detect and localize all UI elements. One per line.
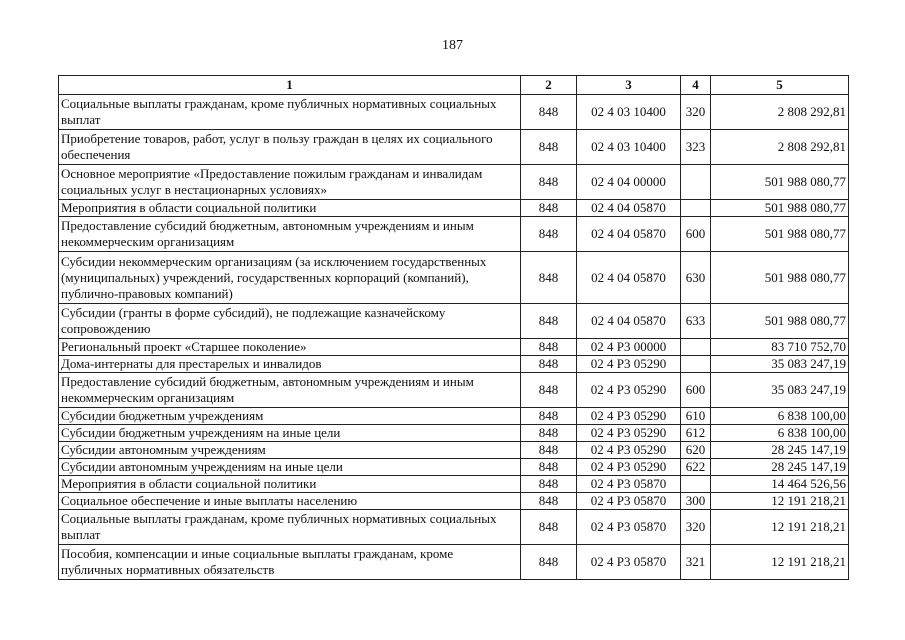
- row-name-cell: Предоставление субсидий бюджетным, автономным учреждениям и иным некоммерческим организациям: [59, 373, 521, 408]
- row-target-code-cell: 02 4 04 05870: [577, 252, 681, 304]
- row-ministry-code-cell: 848: [521, 304, 577, 339]
- column-header-1: 1: [59, 76, 521, 95]
- row-name-cell: Социальное обеспечение и иные выплаты населению: [59, 493, 521, 510]
- row-amount-cell: 12 191 218,21: [711, 545, 849, 580]
- row-expense-type-cell: [681, 200, 711, 217]
- row-name-cell: Субсидии бюджетным учреждениям: [59, 408, 521, 425]
- row-target-code-cell: 02 4 P3 05290: [577, 442, 681, 459]
- row-ministry-code-cell: 848: [521, 165, 577, 200]
- table-row: [59, 95, 849, 130]
- row-expense-type-cell: 612: [681, 425, 711, 442]
- budget-table: [58, 75, 849, 580]
- row-name-cell: Социальные выплаты гражданам, кроме публичных нормативных социальных выплат: [59, 510, 521, 545]
- row-expense-type-cell: 320: [681, 95, 711, 130]
- table-row: [59, 200, 849, 217]
- table-row: [59, 493, 849, 510]
- column-header-2: 2: [521, 76, 577, 95]
- row-ministry-code-cell: 848: [521, 408, 577, 425]
- row-name-cell: Мероприятия в области социальной политики: [59, 476, 521, 493]
- table-row: [59, 252, 849, 304]
- row-amount-cell: 501 988 080,77: [711, 252, 849, 304]
- row-name-cell: Субсидии бюджетным учреждениям на иные цели: [59, 425, 521, 442]
- row-target-code-cell: 02 4 P3 05870: [577, 493, 681, 510]
- row-name-cell: Социальные выплаты гражданам, кроме публичных нормативных социальных выплат: [59, 95, 521, 130]
- row-name-cell: Субсидии автономным учреждениям: [59, 442, 521, 459]
- row-expense-type-cell: 622: [681, 459, 711, 476]
- row-target-code-cell: 02 4 P3 05290: [577, 459, 681, 476]
- row-name-cell: Региональный проект «Старшее поколение»: [59, 339, 521, 356]
- row-name-cell: Приобретение товаров, работ, услуг в пользу граждан в целях их социального обеспечения: [59, 130, 521, 165]
- column-header-4: 4: [681, 76, 711, 95]
- row-name-cell: Предоставление субсидий бюджетным, автономным учреждениям и иным некоммерческим организациям: [59, 217, 521, 252]
- row-ministry-code-cell: 848: [521, 425, 577, 442]
- table-row: [59, 217, 849, 252]
- row-ministry-code-cell: 848: [521, 545, 577, 580]
- row-ministry-code-cell: 848: [521, 459, 577, 476]
- row-target-code-cell: 02 4 04 05870: [577, 200, 681, 217]
- table-row: [59, 425, 849, 442]
- row-target-code-cell: 02 4 03 10400: [577, 130, 681, 165]
- table-row: [59, 130, 849, 165]
- row-name-cell: Мероприятия в области социальной политики: [59, 200, 521, 217]
- row-name-cell: Субсидии автономным учреждениям на иные цели: [59, 459, 521, 476]
- table-row: [59, 373, 849, 408]
- row-ministry-code-cell: 848: [521, 373, 577, 408]
- row-amount-cell: 2 808 292,81: [711, 95, 849, 130]
- row-expense-type-cell: [681, 339, 711, 356]
- table-row: [59, 545, 849, 580]
- table-row: [59, 408, 849, 425]
- table-row: [59, 339, 849, 356]
- row-expense-type-cell: 323: [681, 130, 711, 165]
- row-expense-type-cell: 320: [681, 510, 711, 545]
- row-expense-type-cell: 600: [681, 217, 711, 252]
- row-amount-cell: 6 838 100,00: [711, 408, 849, 425]
- table-header-row: [59, 76, 849, 95]
- row-target-code-cell: 02 4 P3 05290: [577, 373, 681, 408]
- table-row: [59, 510, 849, 545]
- row-ministry-code-cell: 848: [521, 252, 577, 304]
- table-row: [59, 356, 849, 373]
- row-amount-cell: 501 988 080,77: [711, 217, 849, 252]
- row-name-cell: Основное мероприятие «Предоставление пожилым гражданам и инвалидам социальных услуг в нестационарных условиях»: [59, 165, 521, 200]
- row-amount-cell: 28 245 147,19: [711, 442, 849, 459]
- page-number: 187: [442, 38, 463, 53]
- row-expense-type-cell: 630: [681, 252, 711, 304]
- row-target-code-cell: 02 4 P3 05870: [577, 510, 681, 545]
- row-target-code-cell: 02 4 03 10400: [577, 95, 681, 130]
- row-expense-type-cell: 610: [681, 408, 711, 425]
- row-ministry-code-cell: 848: [521, 217, 577, 252]
- table-row: [59, 442, 849, 459]
- row-name-cell: Пособия, компенсации и иные социальные выплаты гражданам, кроме публичных нормативных обязательств: [59, 545, 521, 580]
- row-target-code-cell: 02 4 P3 05290: [577, 425, 681, 442]
- column-header-3: 3: [577, 76, 681, 95]
- row-amount-cell: 501 988 080,77: [711, 165, 849, 200]
- row-amount-cell: 28 245 147,19: [711, 459, 849, 476]
- row-name-cell: Дома-интернаты для престарелых и инвалидов: [59, 356, 521, 373]
- row-target-code-cell: 02 4 P3 05870: [577, 545, 681, 580]
- row-expense-type-cell: 620: [681, 442, 711, 459]
- row-ministry-code-cell: 848: [521, 95, 577, 130]
- row-expense-type-cell: 633: [681, 304, 711, 339]
- row-amount-cell: 83 710 752,70: [711, 339, 849, 356]
- row-expense-type-cell: [681, 165, 711, 200]
- row-amount-cell: 12 191 218,21: [711, 510, 849, 545]
- table-row: [59, 304, 849, 339]
- row-expense-type-cell: 600: [681, 373, 711, 408]
- row-ministry-code-cell: 848: [521, 476, 577, 493]
- row-expense-type-cell: [681, 356, 711, 373]
- row-target-code-cell: 02 4 04 00000: [577, 165, 681, 200]
- row-expense-type-cell: 300: [681, 493, 711, 510]
- row-amount-cell: 2 808 292,81: [711, 130, 849, 165]
- row-amount-cell: 6 838 100,00: [711, 425, 849, 442]
- row-amount-cell: 12 191 218,21: [711, 493, 849, 510]
- row-name-cell: Субсидии некоммерческим организациям (за исключением государственных (муниципальных) учреждений, государственных корпораций (компаний), публично-правовых компаний): [59, 252, 521, 304]
- row-name-cell: Субсидии (гранты в форме субсидий), не подлежащие казначейскому сопровождению: [59, 304, 521, 339]
- row-ministry-code-cell: 848: [521, 493, 577, 510]
- row-target-code-cell: 02 4 P3 05870: [577, 476, 681, 493]
- table-row: [59, 476, 849, 493]
- row-expense-type-cell: [681, 476, 711, 493]
- row-ministry-code-cell: 848: [521, 442, 577, 459]
- row-amount-cell: 501 988 080,77: [711, 200, 849, 217]
- row-ministry-code-cell: 848: [521, 510, 577, 545]
- row-amount-cell: 14 464 526,56: [711, 476, 849, 493]
- row-amount-cell: 501 988 080,77: [711, 304, 849, 339]
- row-ministry-code-cell: 848: [521, 130, 577, 165]
- table-row: [59, 459, 849, 476]
- column-header-5: 5: [711, 76, 849, 95]
- row-ministry-code-cell: 848: [521, 339, 577, 356]
- row-target-code-cell: 02 4 P3 05290: [577, 408, 681, 425]
- row-amount-cell: 35 083 247,19: [711, 356, 849, 373]
- table-row: [59, 165, 849, 200]
- row-amount-cell: 35 083 247,19: [711, 373, 849, 408]
- row-target-code-cell: 02 4 04 05870: [577, 217, 681, 252]
- row-target-code-cell: 02 4 P3 05290: [577, 356, 681, 373]
- row-ministry-code-cell: 848: [521, 356, 577, 373]
- row-target-code-cell: 02 4 P3 00000: [577, 339, 681, 356]
- row-expense-type-cell: 321: [681, 545, 711, 580]
- row-target-code-cell: 02 4 04 05870: [577, 304, 681, 339]
- row-ministry-code-cell: 848: [521, 200, 577, 217]
